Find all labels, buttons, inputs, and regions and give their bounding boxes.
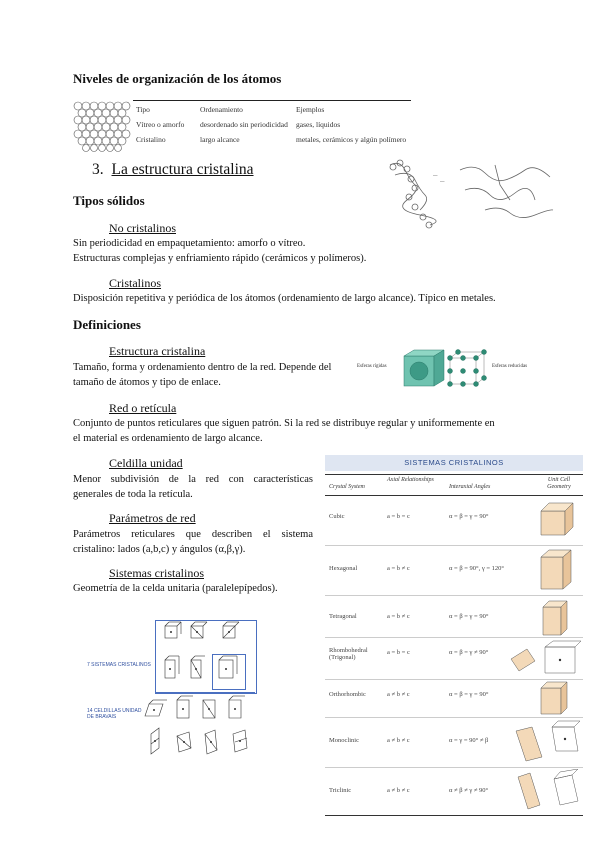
celdilla-title: Celdilla unidad	[109, 456, 183, 470]
section-heading	[92, 161, 254, 179]
parametros-title: Parámetros de red	[109, 511, 196, 525]
bravais-label-1: 7 SISTEMAS CRISTALINOS	[87, 662, 151, 668]
sistemas-title: Sistemas cristalinos	[109, 566, 204, 580]
system-angles: α = γ = 90° ≠ β	[449, 737, 489, 744]
cristalinos-title: Cristalinos	[109, 276, 162, 290]
parametros-line2: cristalino: lados (a,b,c) y ángulos (α,β,γ).	[73, 544, 246, 555]
fig-label-right: Esferas reducidas	[492, 364, 528, 369]
no-cristalinos-title: No cristalinos	[109, 221, 176, 235]
rhombohedral-cell-icon	[505, 639, 583, 679]
tetragonal-cell-icon	[535, 597, 579, 637]
triclinic-cell-icon	[510, 769, 582, 813]
tipos-heading: Tipos sólidos	[73, 193, 145, 208]
systems-header-cell: Interaxial Angles	[449, 484, 491, 490]
system-name: Orthorhombic	[329, 691, 366, 698]
red-line1: Conjunto de puntos reticulares que siguen patrón. Si la red se distribuye regular y uniformemente en	[73, 418, 495, 429]
table-row	[325, 637, 583, 680]
celdilla-line1: Menor subdivisión de la red con características	[73, 474, 313, 485]
system-name: Monoclinic	[329, 737, 359, 744]
table-row	[325, 767, 583, 816]
table-header-row	[133, 102, 419, 117]
table-row	[325, 679, 583, 718]
svg-text:—: —	[440, 179, 445, 184]
system-axes: a ≠ b ≠ c	[387, 691, 410, 698]
monoclinic-cell-icon	[510, 719, 582, 765]
cristalinos-text: Disposición repetitiva y periódica de los átomos (ordenamiento de largo alcance). Típico en metales.	[73, 293, 496, 304]
levels-title: Niveles de organización de los átomos	[73, 71, 282, 86]
system-axes: a ≠ b ≠ c	[387, 787, 410, 794]
orthorhombic-cell-icon	[535, 680, 579, 716]
fig-label-left: Esferas rígidas	[357, 364, 387, 369]
red-line2: el material es ordenamiento de largo alcance.	[73, 433, 263, 444]
cubic-cell-icon	[535, 499, 579, 541]
system-angles: α ≠ β ≠ γ ≠ 90°	[449, 787, 489, 794]
systems-header-cell: Crystal System	[329, 484, 365, 490]
system-angles: α = β = γ = 90°	[449, 513, 489, 520]
system-angles: α = β = γ ≠ 90°	[449, 649, 489, 656]
estructura-line1: Tamaño, forma y ordenamiento dentro de la red. Depende del	[73, 362, 332, 373]
table-row	[325, 595, 583, 638]
no-cristalinos-line1: Sin periodicidad en empaquetamiento: amorfo o vítreo.	[73, 238, 306, 249]
parametros-line1: Parámetros reticulares que describen el sistema	[73, 529, 313, 540]
definiciones-heading: Definiciones	[73, 317, 141, 332]
systems-table-title: SISTEMAS CRISTALINOS	[404, 458, 504, 467]
table-row	[325, 495, 583, 546]
bravais-figure	[85, 616, 257, 766]
table-row	[325, 545, 583, 596]
system-axes: a = b ≠ c	[387, 613, 410, 620]
crystal-spheres-figure	[398, 348, 493, 393]
table-cell: Vítreo o amorfo	[136, 120, 185, 129]
celdilla-line2: generales de toda la retícula.	[73, 489, 193, 500]
system-angles: α = β = γ = 90°	[449, 691, 489, 698]
table-header-cell: Tipo	[136, 105, 150, 114]
table-cell: desordenado sin periodicidad	[200, 120, 288, 129]
estructura-line2: tamaño de átomos y tipo de enlace.	[73, 377, 221, 388]
system-angles: α = β = γ = 90°	[449, 613, 489, 620]
table-cell: metales, cerámicos y algún polímero	[296, 135, 407, 144]
table-cell: largo alcance	[200, 135, 240, 144]
sistemas-line1: Geometría de la celda unitaria (paralelepípedos).	[73, 583, 278, 594]
hexagonal-cell-icon	[535, 547, 579, 593]
levels-table	[133, 102, 419, 147]
system-name: Tetragonal	[329, 613, 357, 620]
system-name: Cubic	[329, 513, 345, 520]
atom-cluster-figure	[72, 100, 132, 152]
systems-table-header	[325, 474, 583, 496]
molecular-chains-figure	[385, 155, 560, 230]
systems-header-cell: Axial Relationships	[387, 477, 434, 483]
system-axes: a ≠ b ≠ c	[387, 737, 410, 744]
system-name: Hexagonal	[329, 565, 358, 572]
system-axes: a = b ≠ c	[387, 565, 410, 572]
system-name: Rhombohedral (Trigonal)	[329, 647, 368, 661]
table-header-cell: Ordenamiento	[200, 105, 243, 114]
table-cell: gases, líquidos	[296, 120, 341, 129]
system-axes: a = b = c	[387, 649, 410, 656]
table-cell: Cristalino	[136, 135, 166, 144]
system-name: Triclinic	[329, 787, 352, 794]
system-axes: a = b = c	[387, 513, 410, 520]
red-title: Red o retícula	[109, 401, 177, 415]
table-row	[325, 717, 583, 768]
system-angles: α = β = 90°, γ = 120°	[449, 565, 505, 572]
estructura-title: Estructura cristalina	[109, 344, 206, 358]
table-header-cell: Ejemplos	[296, 105, 325, 114]
table-row	[133, 117, 419, 132]
table-row	[133, 132, 419, 147]
section-title: La estructura cristalina	[111, 161, 254, 178]
no-cristalinos-line2: Estructuras complejas y enfriamiento rápido (cerámicos y polímeros).	[73, 253, 367, 264]
section-number: 3.	[92, 161, 104, 178]
bravais-label-2: 14 CELDILLAS UNIDAD DE BRAVAIS	[87, 708, 142, 720]
systems-header-cell: Unit Cell Geometry	[547, 477, 571, 490]
svg-text:—: —	[433, 173, 438, 178]
